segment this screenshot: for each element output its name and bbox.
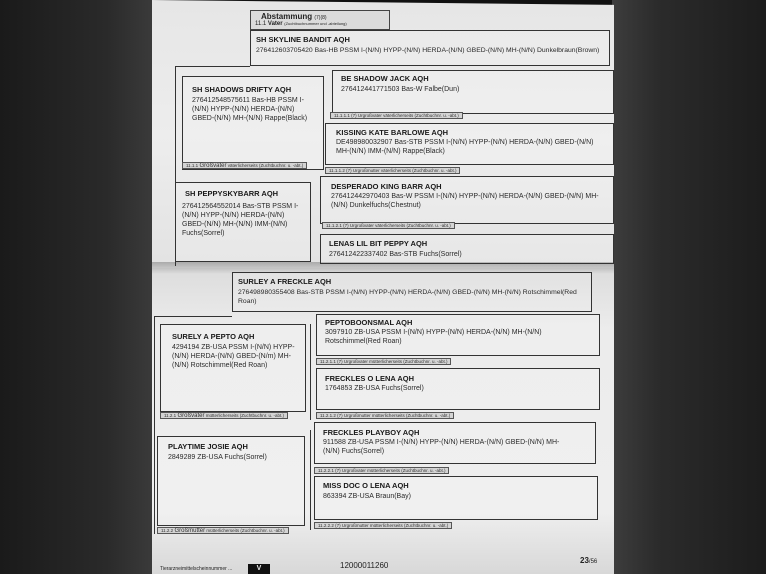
great-granddam-1-tag: 11.1.1.2 (7) Urgroßmutter väterlicherseits (Zuchtbuchnr. u. -abt.) xyxy=(325,167,460,174)
great-granddam-3-detail: 1764853 ZB-USA Fuchs(Sorrel) xyxy=(325,385,424,392)
grandsire-maternal-tag: 11.2.1 Großvater mütterlicherseits (Zuchtbuchnr. u. -abt.) xyxy=(160,412,288,419)
great-granddam-4-tag: 11.2.2.2 (7) Urgroßmutter mütterlicherseits (Zuchtbuchnr. u. -abt.) xyxy=(314,522,452,529)
great-granddam-1-detail: DE498980032907 Bas-STB PSSM I-(N/N) HYPP-(N/N) HERDA-(N/N) GBED-(N/N) MH-(N/N) IMM-(N/N) Rappe(Black) xyxy=(336,139,594,155)
great-granddam-3-name: FRECKLES O LENA AQH xyxy=(325,374,415,383)
connector-line xyxy=(175,66,250,67)
great-grandsire-4-detail: 911588 ZB-USA PSSM I-(N/N) HYPP-(N/N) HERDA-(N/N) GBED-(N/N) MH-(N/N) Fuchs(Sorrel) xyxy=(323,439,560,455)
granddam-paternal-detail: 276412564552014 Bas-STB PSSM I-(N/N) HYPP-(N/N) HERDA-(N/N) GBED-(N/N) MH-(N/N) IMM-(N/N) Fuchs(Sorrel) xyxy=(182,203,299,237)
great-granddam-2-name: LENAS LIL BIT PEPPY AQH xyxy=(329,239,428,248)
connector-line xyxy=(154,316,232,317)
great-grandsire-2-name: DESPERADO KING BARR AQH xyxy=(331,182,442,191)
dam-detail: 276498980355408 Bas-STB PSSM I-(N/N) HYPP-(N/N) HERDA-(N/N) GBED-(N/N) MH-(N/N) Rotschimmel(Red Roan) xyxy=(238,289,577,305)
grandsire-paternal-name: SH SHADOWS DRIFTY AQH xyxy=(192,85,292,94)
great-grandsire-1-name: BE SHADOW JACK AQH xyxy=(341,74,429,83)
footer-label: Tierarzneimittelscheinnummer ... xyxy=(160,566,233,572)
granddam-maternal-tag: 11.2.2 Großmutter mütterlicherseits (Zuchtbuchnr. u. -abt.) xyxy=(157,527,289,534)
great-grandsire-2-tag: 11.1.2.1 (7) Urgroßvater väterlicherseits (Zuchtbuchnr. u. -abt.) xyxy=(322,222,455,229)
granddam-paternal-name: SH PEPPYSKYBARR AQH xyxy=(185,189,279,198)
sire-name: SH SKYLINE BANDIT AQH xyxy=(256,35,350,44)
background-right xyxy=(612,0,766,574)
great-grandsire-1-detail: 276412441771503 Bas-W Falbe(Dun) xyxy=(341,86,460,93)
section-title: Abstammung (7)(8) xyxy=(261,12,327,21)
connector-line xyxy=(154,316,155,534)
great-grandsire-3-tag: 11.2.1.1 (7) Urgroßvater mütterlicherseits (Zuchtbuchnr. u. -abt.) xyxy=(316,358,451,365)
great-grandsire-2-detail: 276412442970403 Bas-W PSSM I-(N/N) HYPP-(N/N) HERDA-(N/N) GBED-(N/N) MH-(N/N) Dunkelfuchs(Chestnut) xyxy=(331,193,599,209)
great-grandsire-3-detail: 3097910 ZB-USA PSSM I-(N/N) HYPP-(N/N) HERDA-(N/N) MH-(N/N) Rotschimmel(Red Roan) xyxy=(325,329,542,345)
sire-detail: 276412603705420 Bas-HB PSSM I-(N/N) HYPP-(N/N) HERDA-(N/N) GBED-(N/N) MH-(N/N) Dunkelbraun(Brown) xyxy=(256,47,600,54)
vater-label: 11.1 Vater (Zuchtbuchnummer und -abteilung) xyxy=(255,21,347,27)
connector-line xyxy=(310,430,311,530)
pedigree-header xyxy=(250,10,390,30)
granddam-maternal-name: PLAYTIME JOSIE AQH xyxy=(168,442,248,451)
great-grandsire-4-tag: 11.2.2.1 (7) Urgroßvater mütterlicherseits (Zuchtbuchnr. u. -abt.) xyxy=(314,467,449,474)
great-grandsire-4-name: FRECKLES PLAYBOY AQH xyxy=(323,428,420,437)
granddam-maternal-detail: 2849289 ZB-USA Fuchs(Sorrel) xyxy=(168,454,267,461)
great-granddam-4-name: MISS DOC O LENA AQH xyxy=(323,481,409,490)
great-grandsire-1-tag: 11.1.1.1 (7) Urgroßvater väterlicherseits (Zuchtbuchnr. u. -abt.) xyxy=(330,112,463,119)
great-granddam-1-name: KISSING KATE BARLOWE AQH xyxy=(336,128,449,137)
page-number: 23/56 xyxy=(580,556,598,565)
great-granddam-4-detail: 863394 ZB-USA Braun(Bay) xyxy=(323,493,411,500)
grandsire-paternal-detail: 276412548575611 Bas-HB PSSM I-(N/N) HYPP-(N/N) HERDA-(N/N) GBED-(N/N) MH-(N/N) Rappe(Black) xyxy=(192,97,308,122)
footer-v-badge: V xyxy=(248,564,270,574)
great-granddam-3-tag: 11.2.1.2 (7) Urgroßmutter mütterlicherseits (Zuchtbuchnr. u. -abt.) xyxy=(316,412,454,419)
document-number: 12000011260 xyxy=(340,561,389,570)
grandsire-paternal-tag: 11.1.1 Großvater väterlicherseits (Zuchtbuchnr. u. -abt.) xyxy=(182,162,307,169)
great-grandsire-3-name: PEPTOBOONSMAL AQH xyxy=(325,318,413,327)
background-left xyxy=(0,0,152,574)
connector-line xyxy=(310,324,311,420)
dam-name: SURLEY A FRECKLE AQH xyxy=(238,277,332,286)
grandsire-maternal-detail: 4294194 ZB-USA PSSM I-(N/N) HYPP-(N/N) HERDA-(N/N) GBED-(N/m) MH-(N/N) Rotschimmel(Red Roan) xyxy=(172,344,295,369)
great-granddam-2-detail: 276412422337402 Bas-STB Fuchs(Sorrel) xyxy=(329,251,462,258)
grandsire-maternal-name: SURELY A PEPTO AQH xyxy=(172,332,255,341)
